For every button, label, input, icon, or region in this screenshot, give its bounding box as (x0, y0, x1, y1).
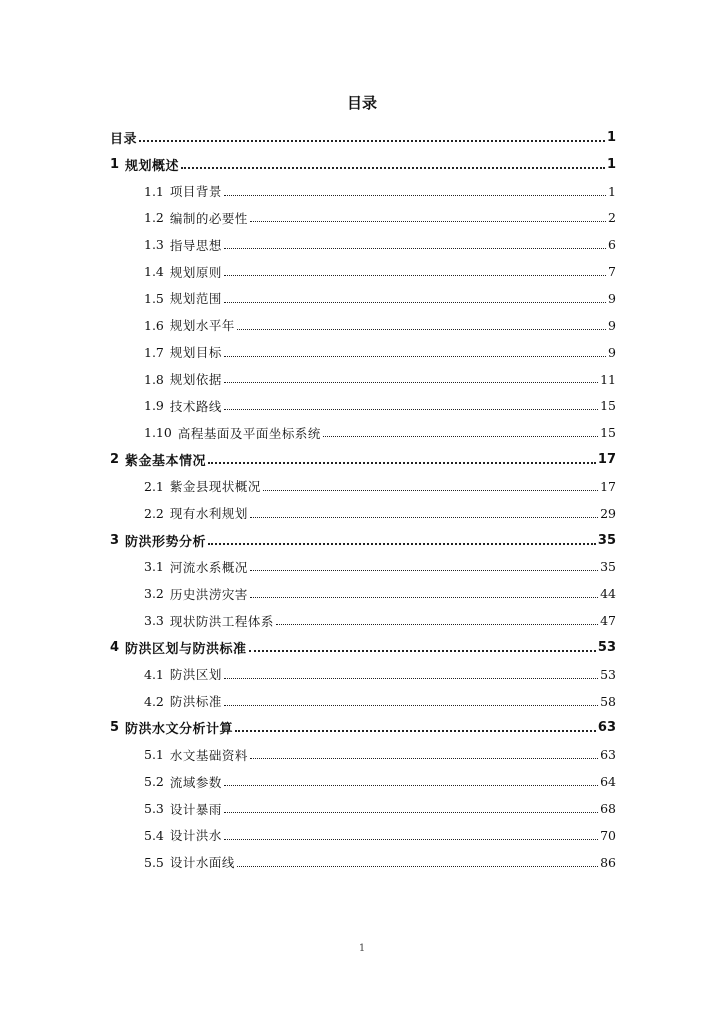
dot-leader (224, 301, 606, 303)
toc-entry-page: 64 (600, 774, 616, 790)
toc-section-entry[interactable] (110, 795, 616, 822)
toc-entry-label: 防洪标准 (169, 694, 222, 710)
toc-chapter-entry[interactable] (110, 446, 616, 473)
toc-section-entry[interactable] (110, 580, 616, 607)
dot-leader (181, 166, 605, 169)
toc-entry-number: 3.2 (144, 586, 164, 602)
toc-entry-number: 5.3 (144, 801, 164, 817)
toc-entry-number: 1.7 (144, 344, 164, 360)
toc-entry-page: 53 (600, 666, 616, 682)
dot-leader (224, 838, 598, 840)
toc-entry-label: 现有水利规划 (169, 506, 248, 522)
toc-entry-page: 35 (600, 559, 616, 575)
toc-entry-page: 2 (608, 210, 616, 226)
toc-entry-page: 47 (600, 613, 616, 629)
toc-entry-number: 1.3 (144, 237, 164, 253)
toc-entry-number: 2 (110, 452, 120, 468)
toc-entry-number: 4.2 (144, 693, 164, 709)
toc-entry-number: 5.2 (144, 774, 164, 790)
toc-entry-label: 规划目标 (169, 345, 222, 361)
toc-chapter-entry[interactable] (110, 715, 616, 742)
toc-entry-number: 4 (110, 639, 120, 655)
toc-entry-page: 17 (597, 452, 616, 468)
toc-section-entry[interactable] (110, 768, 616, 795)
toc-entry-page: 1 (606, 156, 616, 172)
toc-section-entry[interactable] (110, 178, 616, 205)
toc-section-entry[interactable] (110, 231, 616, 258)
toc-entry-number: 1.9 (144, 398, 164, 414)
toc-entry-label: 规划水平年 (169, 318, 235, 334)
toc-entry-page: 86 (600, 854, 616, 870)
toc-entry-label: 设计洪水 (169, 828, 222, 844)
toc-section-entry[interactable] (110, 741, 616, 768)
toc-chapter-entry[interactable] (110, 634, 616, 661)
toc-entry-label: 历史洪涝灾害 (169, 586, 248, 602)
toc-entry-label: 防洪水文分析计算 (125, 722, 234, 738)
toc-entry-page: 9 (608, 344, 616, 360)
toc-entry-label: 水文基础资料 (169, 747, 248, 763)
toc-entry-label: 规划原则 (169, 264, 222, 280)
page-title: 目录 (346, 94, 377, 112)
toc-entry-label: 目录 (110, 131, 138, 147)
dot-leader (250, 220, 606, 222)
toc-entry-page: 17 (600, 478, 616, 494)
toc-entry-number: 2.2 (144, 505, 164, 521)
toc-entry-number: 5 (110, 720, 120, 736)
toc-entry-number: 1.10 (144, 425, 172, 441)
toc-entry-number: 2.1 (144, 478, 164, 494)
toc-entry-number: 1.2 (144, 210, 164, 226)
toc-entry-page: 7 (608, 264, 616, 280)
toc-section-entry[interactable] (110, 500, 616, 527)
dot-leader (224, 408, 598, 410)
toc-entry-label: 防洪区划与防洪标准 (125, 641, 247, 657)
toc-entry-number: 3.1 (144, 559, 164, 575)
dot-leader (208, 542, 596, 545)
toc-entry-page: 9 (608, 290, 616, 306)
toc-entry-number: 1.8 (144, 371, 164, 387)
toc-section-entry[interactable] (110, 473, 616, 500)
dot-leader (250, 516, 598, 518)
toc-section-entry[interactable] (110, 661, 616, 688)
toc-section-entry[interactable] (110, 366, 616, 393)
toc-entry-label: 河流水系概况 (169, 559, 248, 575)
toc-entry-page: 35 (597, 532, 616, 548)
toc-entry-number: 5.4 (144, 827, 164, 843)
toc-section-entry[interactable] (110, 285, 616, 312)
toc-entry-number: 5.1 (144, 747, 164, 763)
toc-chapter-entry[interactable] (110, 151, 616, 178)
toc-entry-page: 53 (597, 639, 616, 655)
toc-entry-label: 编制的必要性 (169, 210, 248, 226)
toc-section-entry[interactable] (110, 392, 616, 419)
toc-entry-page: 44 (600, 586, 616, 602)
dot-leader (224, 381, 598, 383)
toc-entry-label: 高程基面及平面坐标系统 (177, 425, 321, 441)
toc-section-entry[interactable] (110, 849, 616, 876)
toc-section-entry[interactable] (110, 688, 616, 715)
dot-leader (276, 623, 598, 625)
toc-entry-page: 1 (606, 129, 616, 145)
toc-entry-page: 6 (608, 237, 616, 253)
dot-leader (250, 757, 598, 759)
toc-entry-number: 5.5 (144, 854, 164, 870)
toc-entry-page: 15 (600, 425, 616, 441)
toc-entry-page: 9 (608, 317, 616, 333)
dot-leader (208, 461, 596, 464)
toc-section-entry[interactable] (110, 607, 616, 634)
toc-entry-page: 58 (600, 693, 616, 709)
toc-entry-number: 3.3 (144, 613, 164, 629)
dot-leader (224, 677, 598, 679)
toc-entry-page: 1 (608, 183, 616, 199)
toc-chapter-entry[interactable] (110, 124, 616, 151)
toc-entry-label: 防洪区划 (169, 667, 222, 683)
toc-section-entry[interactable] (110, 419, 616, 446)
toc-entry-label: 流域参数 (169, 774, 222, 790)
dot-leader (224, 194, 606, 196)
toc-entry-number: 1 (110, 156, 120, 172)
toc-entry-label: 设计水面线 (169, 855, 235, 871)
toc-entry-page: 63 (597, 720, 616, 736)
toc-entry-label: 紫金县现状概况 (169, 479, 261, 495)
toc-entry-number: 3 (110, 532, 120, 548)
toc-entry-number: 1.6 (144, 317, 164, 333)
toc-section-entry[interactable] (110, 339, 616, 366)
dot-leader (235, 729, 596, 732)
toc-section-entry[interactable] (110, 205, 616, 232)
toc-entry-label: 现状防洪工程体系 (169, 613, 274, 629)
toc-entry-number: 4.1 (144, 666, 164, 682)
dot-leader (224, 784, 598, 786)
dot-leader (224, 355, 606, 357)
toc-section-entry[interactable] (110, 258, 616, 285)
toc-entry-label: 项目背景 (169, 184, 222, 200)
toc-entry-page: 63 (600, 747, 616, 763)
toc-section-entry[interactable] (110, 312, 616, 339)
toc-entry-page: 70 (600, 827, 616, 843)
toc-entry-page: 29 (600, 505, 616, 521)
table-of-contents (110, 124, 616, 876)
toc-entry-label: 设计暴雨 (169, 801, 222, 817)
dot-leader (250, 596, 598, 598)
toc-section-entry[interactable] (110, 554, 616, 581)
dot-leader (250, 569, 598, 571)
toc-chapter-entry[interactable] (110, 527, 616, 554)
toc-entry-number: 1.1 (144, 183, 164, 199)
toc-entry-number: 1.5 (144, 290, 164, 306)
toc-entry-label: 指导思想 (169, 237, 222, 253)
toc-entry-page: 11 (600, 371, 616, 387)
dot-leader (263, 489, 598, 491)
page-number: 1 (358, 943, 366, 954)
toc-entry-label: 技术路线 (169, 398, 222, 414)
dot-leader (224, 811, 598, 813)
toc-section-entry[interactable] (110, 822, 616, 849)
toc-entry-label: 紫金基本情况 (125, 454, 207, 470)
toc-entry-label: 规划依据 (169, 372, 222, 388)
dot-leader (249, 649, 596, 652)
dot-leader (224, 704, 598, 706)
toc-entry-label: 规划概述 (125, 158, 180, 174)
toc-entry-label: 防洪形势分析 (125, 534, 207, 550)
toc-entry-number: 1.4 (144, 264, 164, 280)
dot-leader (224, 247, 606, 249)
toc-entry-page: 15 (600, 398, 616, 414)
toc-entry-label: 规划范围 (169, 291, 222, 307)
dot-leader (237, 328, 606, 330)
dot-leader (237, 865, 598, 867)
toc-entry-page: 68 (600, 801, 616, 817)
dot-leader (139, 139, 605, 142)
dot-leader (224, 274, 606, 276)
dot-leader (323, 435, 598, 437)
